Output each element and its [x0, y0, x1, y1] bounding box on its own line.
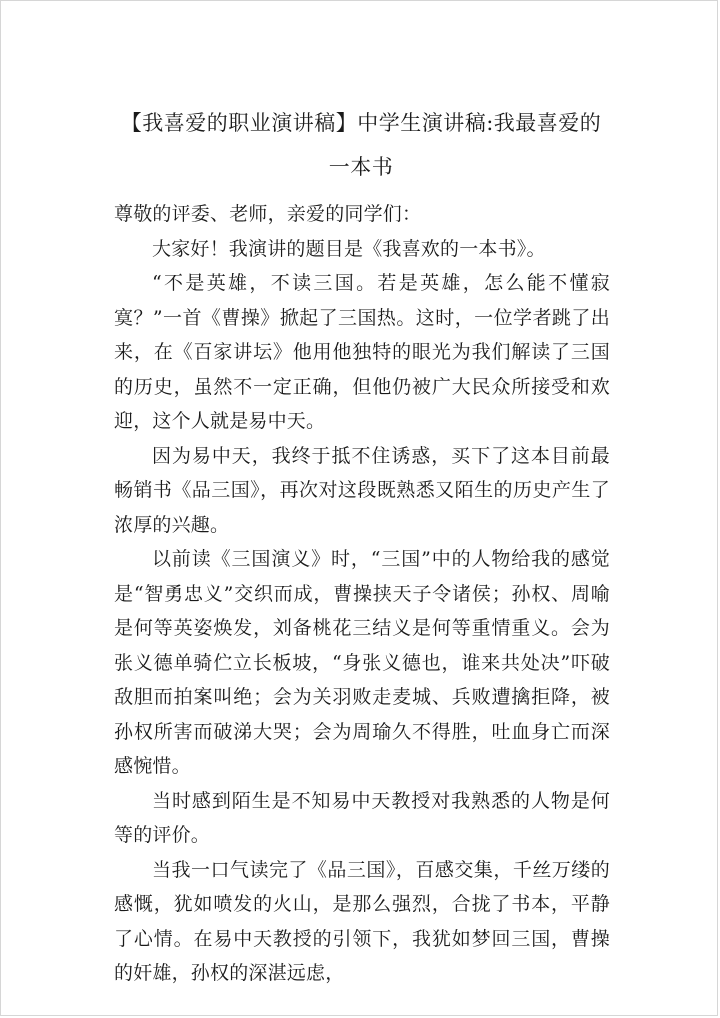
paragraph-2: “不是英雄，不读三国。若是英雄，怎么能不懂寂寞？”一首《曹操》掀起了三国热。这时，一位学者跳了出来，在《百家讲坛》他用他独特的眼光为我们解读了三国的历史，虽然不一定正确，但他仍被广大民众所接受和欢迎，这个人就是易中天。 [114, 272, 610, 432]
paragraph-6: 当我一口气读完了《品三国》，百感交集，千丝万缕的感慨，犹如喷发的火山，是那么强烈，合拢了书本，平静了心情。在易中天教授的引领下，我犹如梦回三国，曹操的奸雄，孙权的深湛远虑， [114, 858, 610, 984]
salutation: 尊敬的评委、老师，亲爱的同学们： [114, 203, 422, 225]
paragraph-4: 以前读《三国演义》时，“三国”中的人物给我的感觉是“智勇忠义”交织而成，曹操挟天子令诸侯；孙权、周喻是何等英姿焕发，刘备桃花三结义是何等重情重义。会为张义德单骑伫立长板坡，“身张义德也，谁来共处决”吓破敌胆而拍案叫绝；会为关羽败走麦城、兵败遭擒拒降，被孙权所害而破涕大哭；会为周瑜久不得胜，吐血身亡而深感惋惜。 [114, 548, 610, 777]
paragraph-5: 当时感到陌生是不知易中天教授对我熟悉的人物是何等的评价。 [114, 789, 610, 846]
paragraph-3: 因为易中天，我终于抵不住诱惑，买下了这本目前最畅销书《品三国》，再次对这段既熟悉又陌生的历史产生了浓厚的兴趣。 [114, 444, 610, 536]
document-body [114, 197, 610, 991]
document-title: 【我喜爱的职业演讲稿】中学生演讲稿:我最喜爱的一本书 [120, 111, 602, 179]
paragraph-1: 大家好！我演讲的题目是《我喜欢的一本书》。 [152, 237, 546, 260]
